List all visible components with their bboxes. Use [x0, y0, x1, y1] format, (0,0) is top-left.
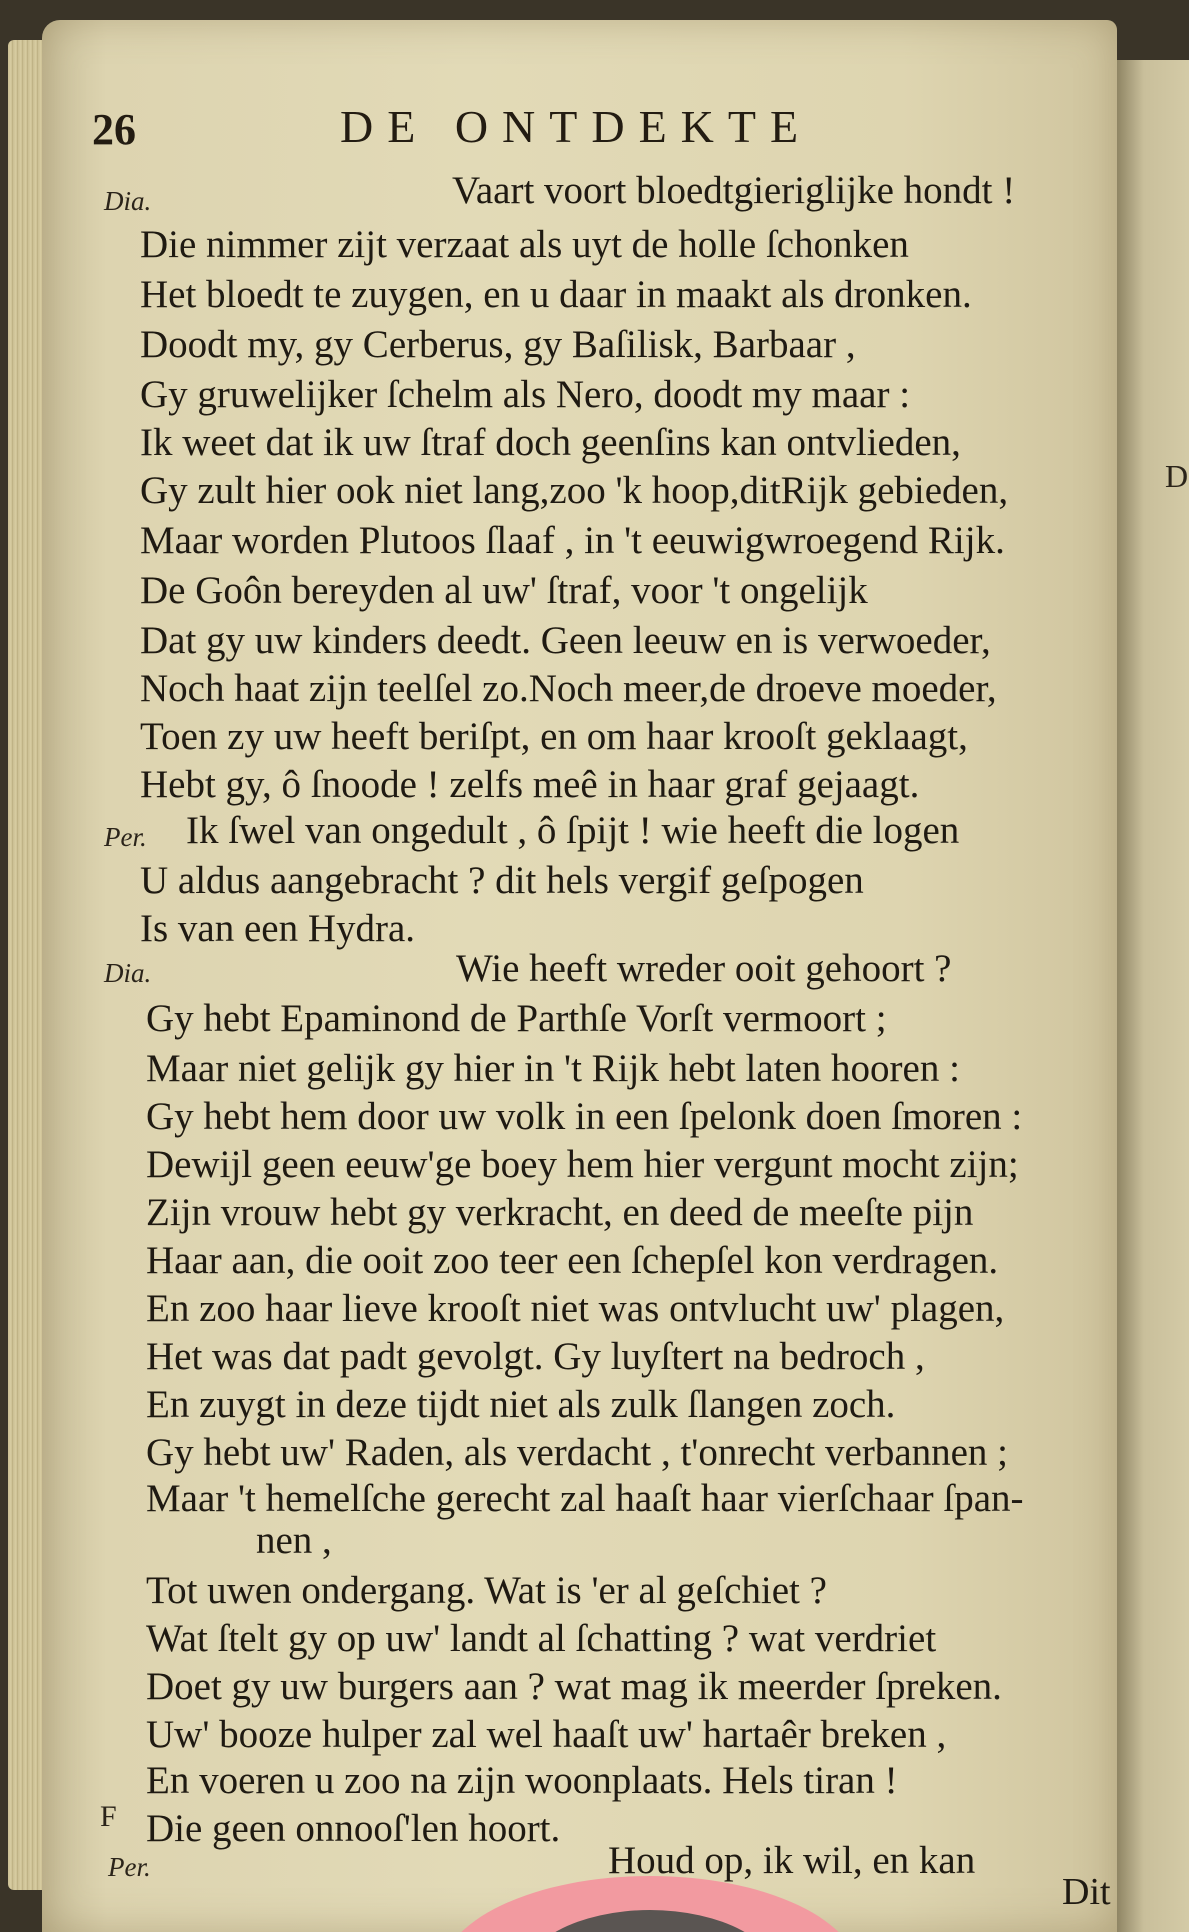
page-number: 26: [92, 105, 136, 154]
verse-line: Is van een Hydra.: [140, 907, 416, 950]
verse-line: Gy zult hier ook niet lang,zoo 'k hoop,ditRijk gebieden,: [140, 469, 1009, 512]
verse-line: Wat ſtelt gy op uw' landt al ſchatting ? wat verdriet: [146, 1617, 937, 1660]
verse-line: Zijn vrouw hebt gy verkracht, en deed de meeſte pijn: [146, 1191, 974, 1234]
verse-line: nen ,: [256, 1519, 332, 1562]
verse-line: Het bloedt te zuygen, en u daar in maakt als dronken.: [140, 273, 972, 316]
verse-line: Het was dat padt gevolgt. Gy luyſtert na bedroch ,: [146, 1335, 925, 1378]
verse-line: Hebt gy, ô ſnoode ! zelfs meê in haar graf gejaagt.: [140, 763, 920, 806]
catchword: Dit: [1062, 1871, 1111, 1913]
facing-page-fragment: D: [1165, 458, 1189, 494]
speaker-label: Dia.: [104, 958, 152, 988]
verse-line: Toen zy uw heeft beriſpt, en om haar krooſt geklaagt,: [140, 715, 968, 758]
verse-line: Doet gy uw burgers aan ? wat mag ik meerder ſpreken.: [146, 1665, 1002, 1708]
verse-line: U aldus aangebracht ? dit hels vergif geſpogen: [140, 859, 864, 902]
speaker-label: Dia.: [104, 186, 152, 216]
verse-line: Wie heeft wreder ooit gehoort ?: [456, 947, 952, 990]
speaker-label: Per.: [108, 1852, 151, 1882]
verse-line: Vaart voort bloedtgieriglijke hondt !: [452, 169, 1016, 212]
verse-line: Die nimmer zijt verzaat als uyt de holle ſchonken: [140, 223, 909, 266]
verse-line: Dat gy uw kinders deedt. Geen leeuw en is verwoeder,: [140, 619, 991, 662]
verse-line: Houd op, ik wil, en kan: [608, 1839, 976, 1882]
verse-line: Dewijl geen eeuw'ge boey hem hier vergunt mocht zijn;: [146, 1143, 1019, 1186]
verse-line: Gy hebt hem door uw volk in een ſpelonk doen ſmoren :: [146, 1095, 1023, 1138]
verse-line: Uw' booze hulper zal wel haaſt uw' hartaêr breken ,: [146, 1713, 947, 1756]
verse-line: Ik weet dat ik uw ſtraf doch geenſins kan ontvlieden,: [140, 421, 961, 464]
verse-line: Maar worden Plutoos ſlaaf , in 't eeuwigwroegend Rijk.: [140, 519, 1005, 562]
verse-line: Maar niet gelijk gy hier in 't Rijk hebt laten hooren :: [146, 1047, 960, 1090]
fleuron-mark: F: [100, 1800, 117, 1833]
verse-line: Ik ſwel van ongedult , ô ſpijt ! wie heeft die logen: [186, 809, 960, 852]
verse-line: Doodt my, gy Cerberus, gy Baſilisk, Barbaar ,: [140, 323, 856, 366]
verse-line: Tot uwen ondergang. Wat is 'er al geſchiet ?: [146, 1569, 827, 1612]
verse-line: Gy gruwelijker ſchelm als Nero, doodt my maar :: [140, 373, 911, 416]
verse-line: Die geen onnooſ'len hoort.: [146, 1807, 561, 1850]
verse-line: De Goôn bereyden al uw' ſtraf, voor 't ongelijk: [140, 569, 868, 612]
speaker-label: Per.: [104, 822, 147, 852]
verse-line: En zuygt in deze tijdt niet als zulk ſlangen zoch.: [146, 1383, 896, 1426]
verse-line: En zoo haar lieve krooſt niet was ontvlucht uw' plagen,: [146, 1287, 1005, 1330]
running-head: DE ONTDEKTE: [340, 101, 813, 152]
verse-line: Gy hebt uw' Raden, als verdacht , t'onrecht verbannen ;: [146, 1431, 1009, 1474]
verse-line: Maar 't hemelſche gerecht zal haaſt haar vierſchaar ſpan-: [146, 1477, 1024, 1520]
verse-line: Gy hebt Epaminond de Parthſe Vorſt vermoort ;: [146, 997, 887, 1040]
verse-line: Noch haat zijn teelſel zo.Noch meer,de droeve moeder,: [140, 667, 997, 710]
verse-line: Haar aan, die ooit zoo teer een ſchepſel kon verdragen.: [146, 1239, 999, 1282]
verse-line: En voeren u zoo na zijn woonplaats. Hels tiran !: [146, 1759, 898, 1802]
